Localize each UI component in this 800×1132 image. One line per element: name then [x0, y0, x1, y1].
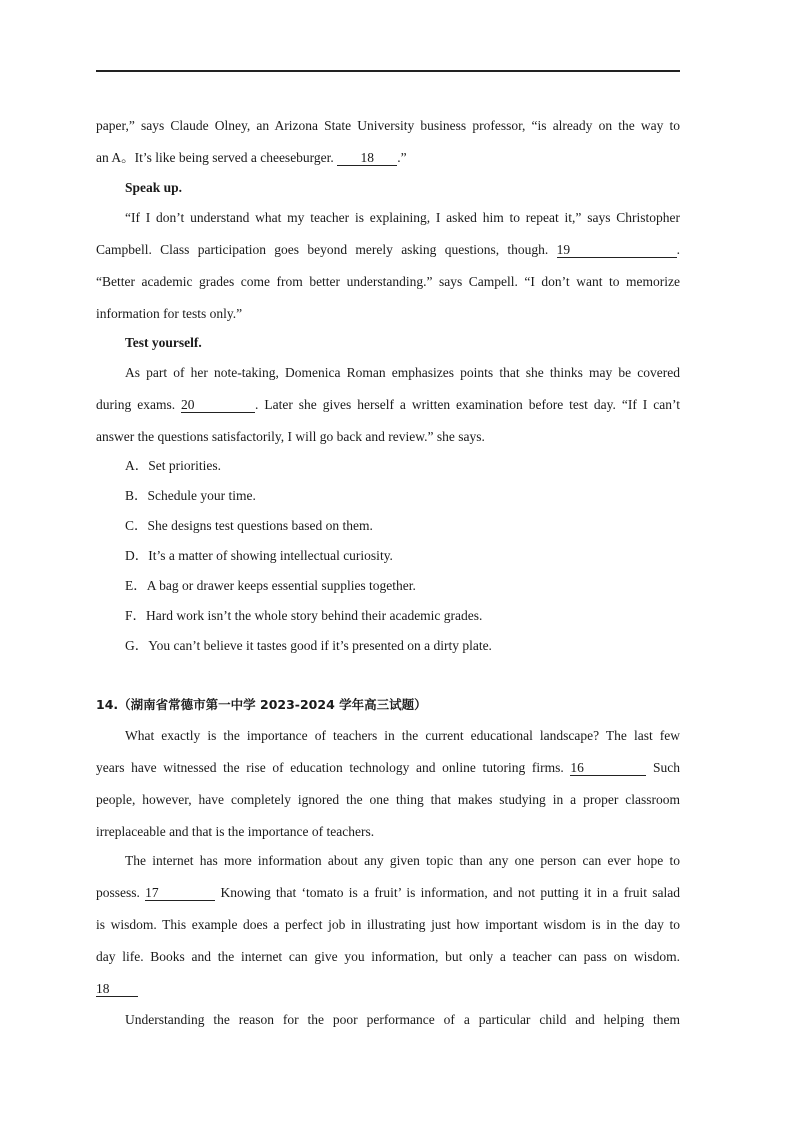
- option-f: F．Hard work isn’t the whole story behind their academic grades.: [125, 608, 483, 623]
- answer-blank-20[interactable]: 20: [181, 398, 255, 413]
- option-e: E．A bag or drawer keeps essential supplies together.: [125, 578, 416, 593]
- text-segment: possess.: [96, 885, 146, 900]
- text-line: Understanding the reason for the poor performance of a particular child and helping them: [125, 1012, 680, 1027]
- option-d: D．It’s a matter of showing intellectual curiosity.: [125, 548, 393, 563]
- text-segment: .: [676, 242, 680, 257]
- header-rule: [96, 70, 680, 72]
- text-line: “Better academic grades come from better understanding.” says Campell. “I don’t want to memorize: [96, 274, 680, 289]
- text-line: “If I don’t understand what my teacher is explaining, I asked him to repeat it,” says Christopher: [125, 210, 680, 225]
- text-line: [96, 884, 680, 902]
- text-line: [96, 241, 680, 259]
- text-line: The internet has more information about any given topic than any one person can ever hope to: [125, 853, 680, 868]
- text-line: irreplaceable and that is the importance of teachers.: [96, 824, 375, 839]
- text-line: answer the questions satisfactorily, I will go back and review.” she says.: [96, 429, 485, 444]
- option-g: G．You can’t believe it tastes good if it’s presented on a dirty plate.: [125, 638, 492, 653]
- text-line: [96, 759, 680, 777]
- text-segment: during exams.: [96, 397, 182, 412]
- text-segment: years have witnessed the rise of education technology and online tutoring firms.: [96, 760, 571, 775]
- text-line: information for tests only.”: [96, 306, 243, 321]
- option-b: B．Schedule your time.: [125, 488, 256, 503]
- text-line: [96, 149, 680, 167]
- section-heading-test-yourself: Test yourself.: [125, 335, 202, 350]
- text-segment: Knowing that ‘tomato is a fruit’ is information, and not putting it in a fruit salad: [215, 885, 680, 900]
- text-line: people, however, have completely ignored the one thing that makes studying in a proper classroom: [96, 792, 680, 807]
- text-line: [96, 980, 680, 998]
- text-segment: an A。It’s like being served a cheeseburger.: [96, 150, 338, 165]
- option-a: A．Set priorities.: [125, 458, 221, 473]
- text-segment: Campbell. Class participation goes beyond merely asking questions, though.: [96, 242, 557, 257]
- question-14-header: 14.（湖南省常德市第一中学 2023-2024 学年高三试题）: [96, 697, 427, 712]
- answer-blank-16[interactable]: 16: [570, 761, 646, 776]
- answer-blank-18-q14[interactable]: 18: [96, 982, 138, 997]
- section-heading-speak-up: Speak up.: [125, 180, 183, 195]
- text-line: As part of her note-taking, Domenica Roman emphasizes points that she thinks may be covered: [125, 365, 680, 380]
- text-line: [96, 396, 680, 414]
- answer-blank-19[interactable]: 19: [557, 243, 677, 258]
- option-c: C．She designs test questions based on them.: [125, 518, 373, 533]
- text-segment: . Later she gives herself a written examination before test day. “If I can’t: [255, 397, 680, 412]
- text-line: day life. Books and the internet can give you information, but only a teacher can pass on wisdom.: [96, 949, 680, 964]
- text-segment: .”: [397, 150, 407, 165]
- text-line: What exactly is the importance of teachers in the current educational landscape? The last few: [125, 728, 680, 743]
- answer-blank-18[interactable]: 18: [337, 151, 397, 166]
- answer-blank-17[interactable]: 17: [145, 886, 215, 901]
- text-segment: Such: [646, 760, 680, 775]
- text-line: is wisdom. This example does a perfect job in illustrating just how important wisdom is in the day to: [96, 917, 680, 932]
- text-line: paper,” says Claude Olney, an Arizona State University business professor, “is already on the way to: [96, 118, 680, 133]
